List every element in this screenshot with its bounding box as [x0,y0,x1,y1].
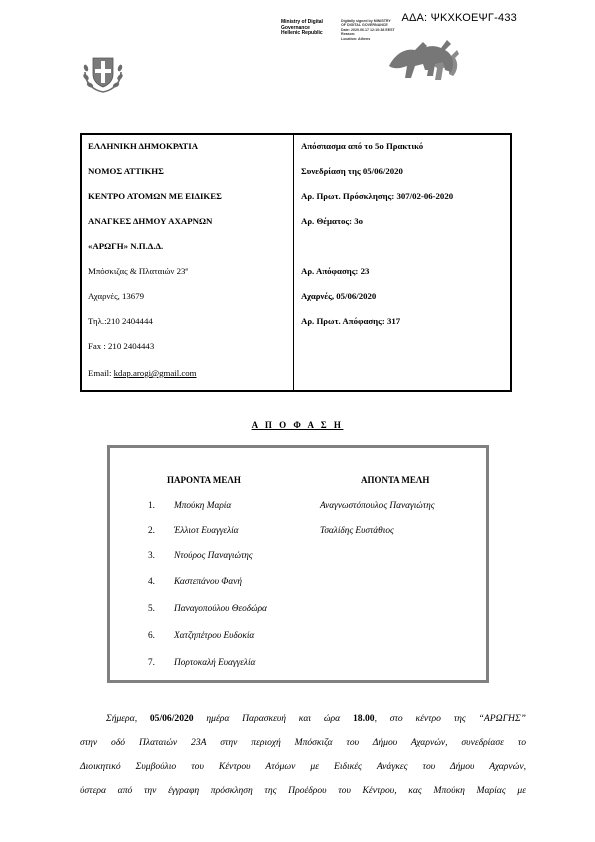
body-line-2: στην οδό Πλαταιών 23Α στην περιοχή Μπόσκιζα του Δήμου Αχαρνών, συνεδρίασε το [80,737,526,748]
signature-line: OF DIGITAL GOVERNANCE [341,23,388,28]
member-name: Χατζηπέτρου Ευδοκία [174,631,255,641]
decision-title: Α Π Ο Φ Α Σ Η [251,420,344,430]
present-member [148,658,255,668]
org-prefecture: ΝΟΜΟΣ ΑΤΤΙΚΗΣ [88,166,164,176]
horses-logo-icon [385,36,460,86]
present-member [148,501,231,511]
body-line-1 [80,713,526,724]
org-country: ΕΛΛΗΝΙΚΗ ΔΗΜΟΚΡΑΤΙΑ [88,141,199,151]
present-member [148,526,239,536]
member-name: Έλλιοτ Ευαγγελία [174,526,239,536]
member-number: 6. [148,631,155,641]
member-name: Μπούκη Μαρία [174,501,232,511]
invitation-protocol: Αρ. Πρωτ. Πρόσκλησης: 307/02-06-2020 [301,191,454,201]
member-name: Παναγοπούλου Θεοδώρα [174,604,267,614]
member-number: 2. [148,526,155,536]
present-header: ΠΑΡΟΝΤΑ ΜΕΛΗ [167,475,241,485]
email-label: Email: [88,368,114,378]
header-table [80,133,512,392]
org-entity: «ΑΡΩΓΗ» Ν.Π.Δ.Δ. [88,241,164,251]
member-number: 7. [148,658,155,668]
present-member [148,631,254,641]
body-text: ημέρα Παρασκευή και ώρα [193,713,353,724]
org-email-row [88,368,197,378]
present-member [148,551,253,561]
member-number: 1. [148,501,155,511]
body-time: 18.00 [352,713,375,724]
subject-number: Αρ. Θέματος: 3ο [301,216,364,226]
members-table [107,445,489,683]
header-divider [293,135,294,390]
absent-member: Αναγνωστόπουλος Παναγιώτης [320,501,435,511]
org-address: Μπόσκιζας & Πλαταιών 23ª [88,266,188,276]
member-name: Καστεπάνου Φανή [174,577,242,587]
decision-protocol: Αρ. Πρωτ. Απόφασης: 317 [301,316,401,326]
decision-number: Αρ. Απόφασης: 23 [301,266,370,276]
ministry-signature-en [281,20,341,37]
org-city: Αχαρνές, 13679 [88,291,145,301]
email-link[interactable]: kdap.arogi@gmail.com [113,368,197,378]
org-fax: Fax : 210 2404443 [88,341,155,351]
absent-header: ΑΠΟΝΤΑ ΜΕΛΗ [361,475,430,485]
member-name: Πορτοκαλή Ευαγγελία [174,658,256,668]
org-name-line2: ΑΝΑΓΚΕΣ ΔΗΜΟΥ ΑΧΑΡΝΩΝ [88,216,213,226]
absent-member: Τσαλίδης Ευστάθιος [320,526,394,536]
body-text: Σήμερα, [106,713,150,724]
ministry-line: Governance [281,24,310,31]
signature-line: Reason: [341,32,356,37]
signature-line: Date: 2020.06.17 12:10:38 EEST [341,27,395,32]
meeting-date: Συνεδρίαση της 05/06/2020 [301,166,403,176]
decision-date: Αχαρνές, 05/06/2020 [301,291,377,301]
ministry-line: Hellenic Republic [281,30,323,37]
present-member [148,577,242,587]
minutes-extract: Απόσπασμα από το 5ο Πρακτικό [301,141,424,151]
member-number: 5. [148,604,155,614]
hellenic-emblem-icon [80,50,126,96]
body-date: 05/06/2020 [149,713,194,724]
org-name-line1: ΚΕΝΤΡΟ ΑΤΟΜΩΝ ΜΕ ΕΙΔΙΚΕΣ [88,191,222,201]
member-name: Ντούρος Παναγιώτης [174,551,253,561]
ministry-line: Ministry of Digital [281,19,323,25]
body-line-3: Διοικητικό Συμβούλιο του Κέντρου Ατόμων με Ειδικές Ανάγκες του Δήμου Αχαρνών, [80,761,526,772]
member-number: 3. [148,551,155,561]
body-text: , στο κέντρο της “ΑΡΩΓΗΣ” [374,713,527,724]
present-member [148,604,267,614]
signature-line: Digitally signed by MINISTRY [341,19,391,23]
org-phone: Τηλ.:210 2404444 [88,316,153,326]
body-line-4: ύστερα από την έγγραφη πρόσκληση της Προέδρου του Κέντρου, κας Μπούκη Μαρίας με [80,785,526,796]
member-number: 4. [148,577,155,587]
ada-code: ΑΔΑ: ΨΚΧΚΟΕΨΓ-433 [401,12,517,24]
signature-line: Location: Athens [341,36,371,41]
